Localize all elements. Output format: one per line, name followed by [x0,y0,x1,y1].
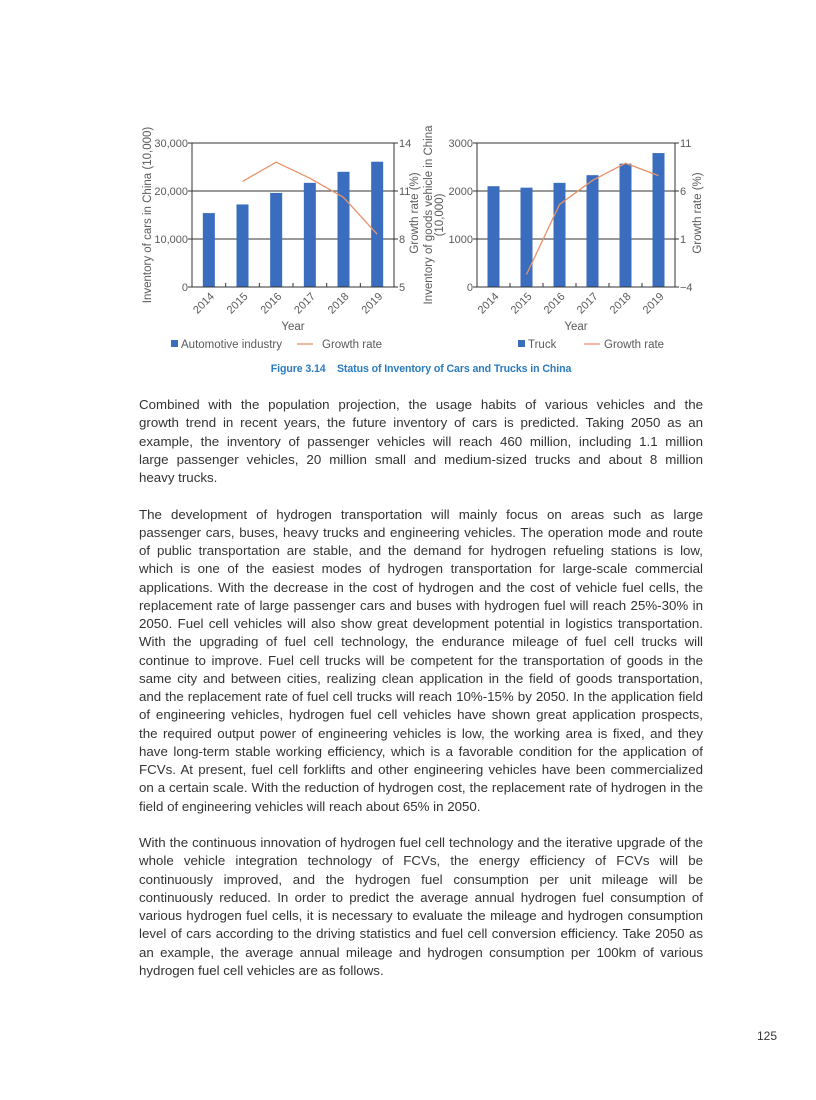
text-line [139,688,703,706]
y-right-tick-label: 5 [399,282,406,294]
x-tick-label: 2019 [359,290,386,317]
figure-caption [139,363,703,375]
text-line-content: The development of hydrogen transportation will mainly focus on areas such as large [139,506,703,522]
x-tick-label: 2014 [475,290,502,317]
text-line [139,396,703,414]
text-line-content: heavy trucks. [139,470,218,485]
y-right-tick-label: 6 [680,186,687,198]
text-line-content: same city and between cities, realizing clean application in the field of goods transportation, [139,670,703,686]
bar-2014 [488,186,500,287]
y-tick-label: 10,000 [154,234,188,246]
text-line-content: Combined with the population projection, the usage habits of various vehicles and the [139,397,703,412]
page-number: 125 [757,1029,778,1043]
text-line [139,761,703,779]
y-right-tick-label: 11 [680,138,692,150]
text-line [139,962,703,980]
text-line [139,925,703,943]
x-tick-label: 2015 [224,290,251,317]
y-tick-label: 0 [181,282,188,294]
text-line-content: whole vehicle integration technology of FCVs, the energy efficiency of FCVs will be [139,853,703,869]
text-line [139,871,703,889]
bar-2018 [620,164,632,287]
bar-2017 [587,175,599,287]
text-line-content: field of engineering vehicles will reach about 65% in 2050. [139,798,481,814]
text-line [139,524,703,542]
x-tick-label: 2016 [258,290,285,317]
text-line-content: FCVs. At present, fuel cell forklifts and other engineering vehicles have been commercialized [139,762,703,777]
text-line [139,506,703,524]
text-line-content: example, the inventory of passenger vehicles will reach 460 million, including 1.1 million [139,433,703,449]
plot-frame [477,143,675,287]
text-line-content: and the replacement rate of fuel cell trucks will reach 10%-15% by 2050. In the application field [139,689,703,704]
text-line-content: on a certain scale. With the reduction of hydrogen cost, the replacement rate of hydrogen in the [139,780,703,796]
x-tick-label: 2014 [191,290,217,317]
y-tick-label: 2000 [448,186,473,198]
text-line-content: replacement rate of large passenger cars and buses with hydrogen fuel will reach 25%-30% in [139,597,703,613]
text-line-content: large passenger vehicles, 20 million small and medium-sized trucks and about 8 million [139,451,703,467]
text-line-content: With the continuous innovation of hydrogen fuel cell technology and the iterative upgrade of the [139,835,703,850]
text-line [139,670,703,688]
legend-line-label: Growth rate [604,339,665,351]
text-line [139,944,703,962]
y-right-axis-title: Growth rate (%) [692,172,704,254]
text-line-content: various hydrogen fuel cells, it is necessary to evaluate the mileage and hydrogen consumption [139,908,703,923]
y-tick-label: 0 [466,282,473,294]
y-tick-label: 20,000 [154,186,188,198]
x-tick-label: 2019 [640,290,667,317]
text-line-content: growth trend in recent years, the future inventory of cars is predicted. Taking 2050 as an [139,415,703,431]
y-axis-title: Inventory of goods vehicle in China [423,125,435,305]
text-line [139,414,703,432]
y-right-tick-label: 8 [399,234,406,246]
paragraph [139,396,703,487]
text-line [139,652,703,670]
y-tick-label: 3000 [448,138,473,150]
x-axis-title: Year [281,321,305,333]
text-line-content: level of cars according to the driving statistics and fuel cell conversion efficiency. Take 2050 as [139,926,703,942]
paragraph [139,834,703,980]
text-line-content: passenger cars, buses, heavy trucks and engineering vehicles. The operation mode and route [139,524,703,540]
text-line [139,834,703,852]
text-line-content: have long-term stable working efficiency, which is a favorable condition for the application of [139,743,703,759]
x-axis-title: Year [564,321,588,333]
figure-caption-gap [326,363,337,375]
text-line [139,433,703,451]
text-line-content: of engineering vehicles, hydrogen fuel cell vehicles have shown great application prospects, [139,707,703,723]
text-line [139,469,703,487]
text-line-content: With the upgrading of fuel cell technology, the endurance mileage of fuel cell trucks will [139,634,703,650]
x-tick-label: 2017 [574,290,601,317]
x-tick-label: 2016 [541,290,568,317]
text-line [139,633,703,651]
figure-caption-title: Status of Inventory of Cars and Trucks in China [336,363,572,375]
y-right-tick-label: −4 [680,282,693,294]
y-axis-title: Inventory of cars in China (10,000) [142,126,154,304]
legend-line-label: Growth rate [322,339,383,351]
y-right-tick-label: 1 [680,234,687,246]
text-line-content: 2050. Fuel cell vehicles will also show great development potential in logistics transportation. [139,616,703,631]
figure-caption-label: Figure 3.14 [270,363,326,375]
y-right-tick-label: 11 [399,186,411,198]
body-text [139,396,703,998]
y-axis-title: (10,000) [434,193,446,237]
text-line [139,743,703,761]
y-right-axis-title: Growth rate (%) [409,172,421,254]
y-tick-label: 30,000 [154,138,188,150]
text-line-content: hydrogen fuel cell vehicles are as follows. [139,962,384,978]
bar-2015 [521,188,533,287]
text-line-content: continuously improved, and the hydrogen fuel consumption per unit mileage will be [139,871,703,887]
legend-bar-label: Automotive industry [181,339,282,351]
text-line-content: of public transportation are stable, and the demand for hydrogen refueling stations is low, [139,543,703,558]
text-line [139,852,703,870]
text-line [139,907,703,925]
text-line-content: applications. With the decrease in the cost of hydrogen and the cost of vehicle fuel cells, the [139,579,703,595]
text-line-content: an example, the average annual mileage and hydrogen consumption per 100km of various [139,944,703,960]
text-line [139,889,703,907]
text-line [139,615,703,633]
text-line [139,798,703,816]
legend-bar-label: Truck [528,339,557,351]
legend-bar-swatch-icon [518,340,525,347]
x-tick-label: 2017 [292,290,318,317]
text-line [139,560,703,578]
x-tick-label: 2018 [607,290,634,317]
text-line [139,597,703,615]
text-line-content: continue to improve. Fuel cell trucks will be competent for the transportation of goods in the [139,652,703,668]
text-line-content: which is one of the easiest modes of hydrogen transportation for large-scale commercial [139,561,703,577]
text-line [139,542,703,560]
x-tick-label: 2018 [325,290,352,317]
chart-legend [518,339,664,351]
y-right-tick-label: 14 [399,138,412,150]
paragraph [139,506,703,816]
text-line [139,725,703,743]
text-line [139,451,703,469]
text-line-content: the required output power of engineering vehicles is low, the working area is fixed, and they [139,725,703,741]
text-line [139,579,703,597]
bar-2019 [653,153,665,287]
truck-inventory-chart [0,0,816,360]
y-tick-label: 1000 [448,234,473,246]
x-tick-label: 2015 [508,290,535,317]
text-line [139,779,703,797]
text-line-content: continuously reduced. In order to predict the average annual hydrogen fuel consumption of [139,889,703,905]
bar-2016 [554,183,566,287]
text-line [139,706,703,724]
